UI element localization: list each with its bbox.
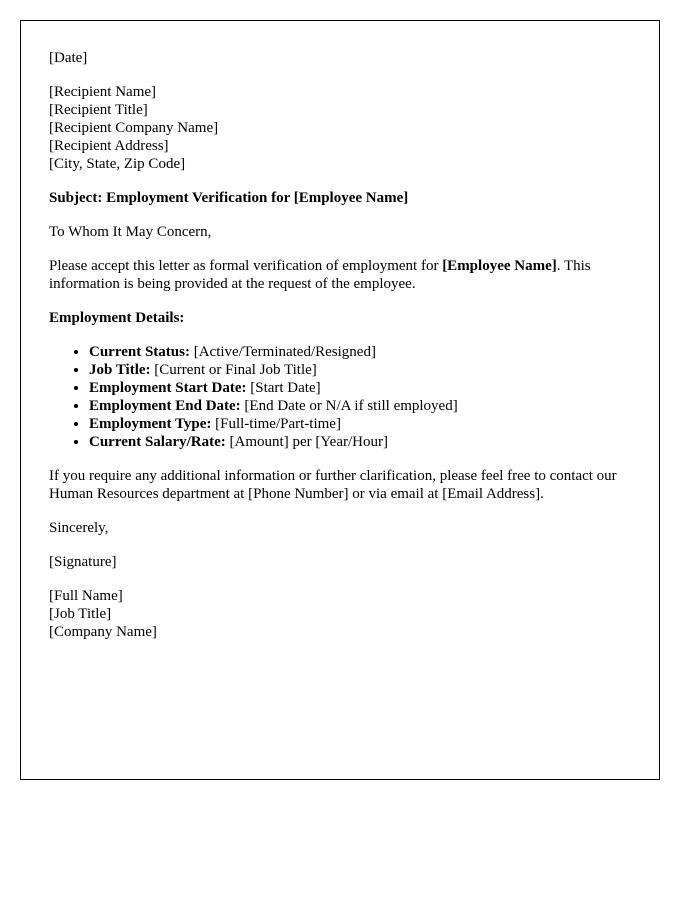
detail-value: [Full-time/Part-time]: [211, 416, 341, 432]
detail-label: Employment Type:: [89, 416, 212, 432]
subject-line: Subject: Employment Verification for [Employee Name]: [49, 190, 409, 206]
salutation: To Whom It May Concern,: [49, 224, 212, 240]
intro-text-after: . This information is being provided at the request of the employee.: [49, 258, 591, 292]
sender-job-title: [Job Title]: [49, 606, 112, 622]
date-line: [49, 49, 631, 67]
closing: Sincerely,: [49, 520, 109, 536]
detail-value: [End Date or N/A if still employed]: [240, 398, 458, 414]
recipient-city-state-zip: [City, State, Zip Code]: [49, 156, 186, 172]
employee-name-placeholder: [Employee Name]: [442, 258, 557, 274]
recipient-name: [Recipient Name]: [49, 84, 157, 100]
closing-paragraph: If you require any additional information or further clarification, please feel free to contact our Human Resources department at [Phone Number] or via email at [Email Address].: [49, 468, 617, 502]
list-item: [89, 433, 631, 451]
detail-value: [Current or Final Job Title]: [150, 362, 317, 378]
detail-label: Employment End Date:: [89, 398, 241, 414]
recipient-address: [Recipient Address]: [49, 138, 169, 154]
intro-paragraph: [49, 257, 631, 293]
detail-label: Current Status:: [89, 344, 190, 360]
detail-value: [Start Date]: [246, 380, 321, 396]
recipient-company: [Recipient Company Name]: [49, 120, 219, 136]
list-item: [89, 415, 631, 433]
sender-full-name: [Full Name]: [49, 588, 123, 604]
recipient-title: [Recipient Title]: [49, 102, 148, 118]
detail-label: Job Title:: [89, 362, 151, 378]
detail-value: [Amount] per [Year/Hour]: [225, 434, 388, 450]
detail-label: Current Salary/Rate:: [89, 434, 226, 450]
date: [Date]: [49, 50, 88, 66]
letter-document: [20, 20, 660, 780]
intro-text-before: Please accept this letter as formal verification of employment for: [49, 258, 443, 274]
employment-details-list: [49, 343, 631, 451]
list-item: [89, 379, 631, 397]
recipient-address-block: [49, 83, 631, 173]
list-item: [89, 343, 631, 361]
detail-value: [Active/Terminated/Resigned]: [189, 344, 376, 360]
detail-label: Employment Start Date:: [89, 380, 247, 396]
sender-company: [Company Name]: [49, 624, 157, 640]
employment-details-heading: Employment Details:: [49, 310, 185, 326]
sender-block: [49, 587, 631, 641]
signature-placeholder: [Signature]: [49, 554, 117, 570]
list-item: [89, 397, 631, 415]
list-item: [89, 361, 631, 379]
